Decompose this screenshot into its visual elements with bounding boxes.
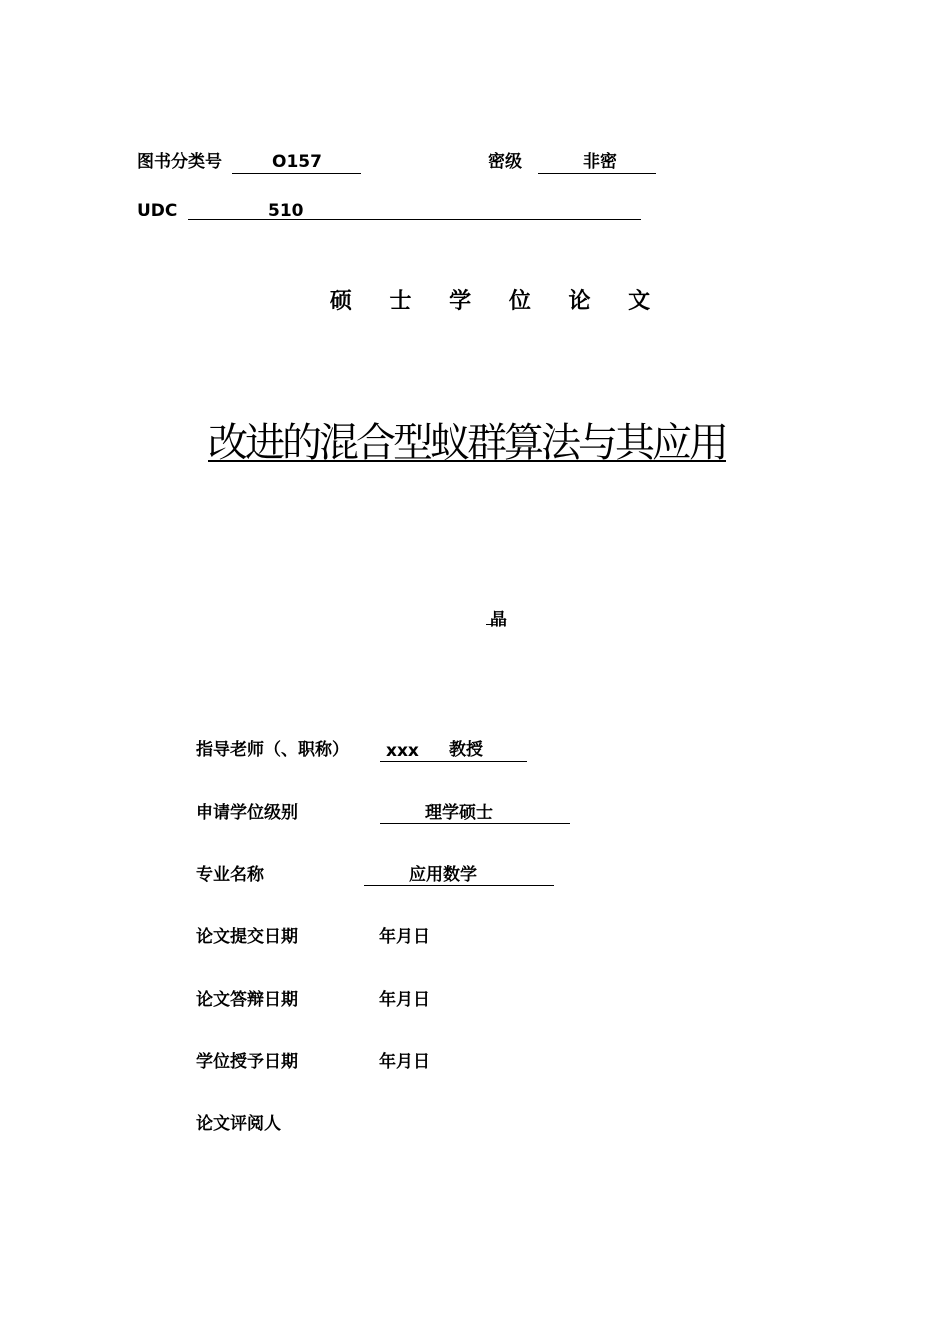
author-name: 晶 [490, 610, 507, 630]
udc-value: 510 [268, 201, 304, 221]
major-underline [364, 885, 554, 886]
award-date-value: 年月日 [379, 1052, 430, 1072]
degree-title: 硕 士 学 位 论 文 [329, 289, 666, 314]
submit-date-label: 论文提交日期 [196, 927, 298, 947]
advisor-label: 指导老师（、职称） [196, 740, 349, 760]
classification-label: 图书分类号 [137, 152, 222, 172]
reviewer-label: 论文评阅人 [196, 1114, 281, 1134]
defense-date-label: 论文答辩日期 [196, 990, 298, 1010]
classification-value: O157 [272, 152, 322, 172]
award-date-label: 学位授予日期 [196, 1052, 298, 1072]
submit-date-value: 年月日 [379, 927, 430, 947]
degree-level-value: 理学硕士 [425, 803, 493, 823]
advisor-underline [380, 761, 527, 762]
udc-underline [188, 219, 641, 220]
major-label: 专业名称 [196, 865, 264, 885]
degree-level-underline [380, 823, 570, 824]
author-underline [486, 624, 492, 625]
udc-label: UDC [137, 201, 178, 221]
classification-underline [232, 173, 361, 174]
secrecy-label: 密级 [488, 152, 522, 172]
advisor-name: xxx [386, 741, 419, 761]
major-value: 应用数学 [409, 865, 477, 885]
advisor-title: 教授 [449, 740, 483, 760]
secrecy-underline [538, 173, 656, 174]
secrecy-value: 非密 [583, 152, 617, 172]
thesis-title: 改进的混合型蚁群算法与其应用 [208, 420, 726, 466]
defense-date-value: 年月日 [379, 990, 430, 1010]
degree-level-label: 申请学位级别 [196, 803, 298, 823]
